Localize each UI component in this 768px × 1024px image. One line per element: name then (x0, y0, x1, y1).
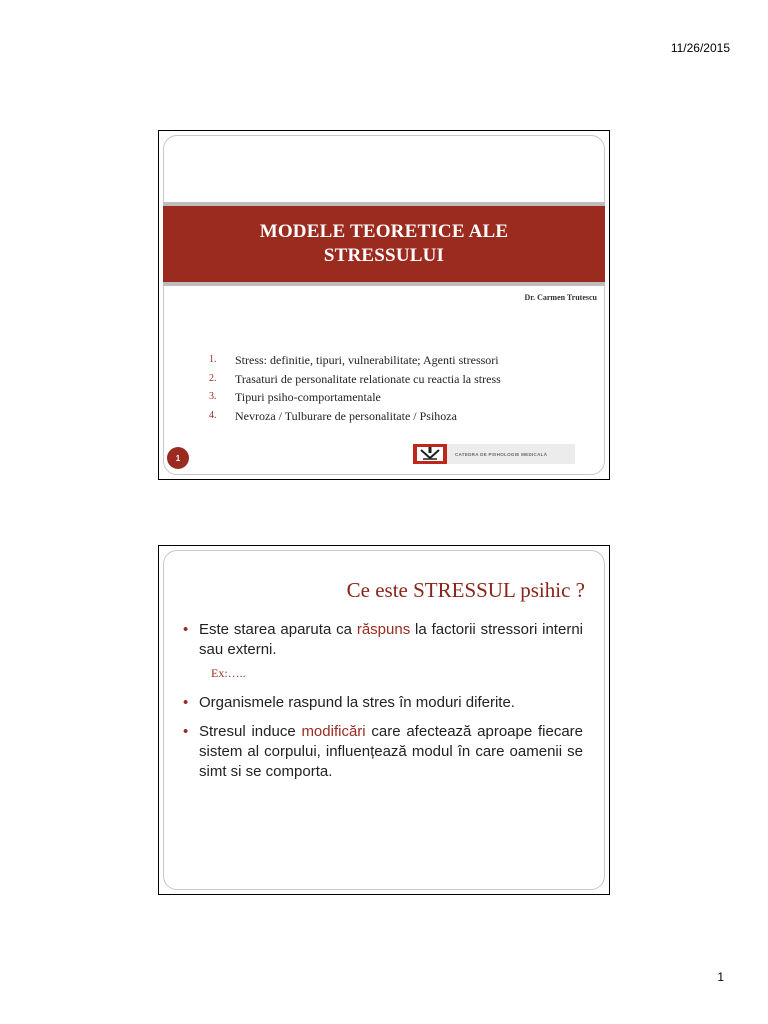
topic-text: Stress: definitie, tipuri, vulnerabilitate; Agenti stressori (235, 353, 499, 367)
example-text: Ex:….. (211, 666, 246, 680)
department-logo-text: CATEDRA DE PSIHOLOGIE MEDICALĂ (455, 451, 548, 457)
slide-title: Ce este STRESSUL psihic ? (346, 578, 585, 602)
page-number: 1 (717, 970, 724, 984)
topic-text: Trasaturi de personalitate relationate cu reactia la stress (235, 371, 501, 386)
slide-title-line-1: MODELE TEORETICE ALE (259, 221, 509, 242)
bullet-text: Organismele raspund la stres în moduri diferite. (199, 694, 515, 711)
highlighted-term: răspuns (356, 621, 411, 638)
topic-item (209, 388, 501, 407)
topic-item (209, 407, 501, 426)
bullet-item (181, 620, 583, 660)
topic-number: 1. (209, 354, 217, 365)
bullet-text: Stresul induce (199, 723, 302, 740)
highlighted-term: modificări (301, 723, 366, 740)
topic-item (209, 351, 501, 370)
topics-list (209, 351, 501, 425)
page-date: 11/26/2015 (670, 41, 730, 55)
slide-2 (158, 545, 610, 895)
topic-number: 2. (209, 372, 217, 384)
title-band (163, 206, 605, 282)
bullet-item (181, 722, 583, 782)
title-band-bottom-stripe (163, 282, 605, 286)
topic-number: 4. (209, 409, 217, 421)
bullet-item (181, 693, 583, 713)
author-name: Dr. Carmen Trutescu (524, 293, 597, 302)
department-logo-icon (413, 444, 447, 464)
slide-title-line-2: STRESSULUI (323, 245, 445, 266)
bullet-text: Este starea aparuta ca (199, 621, 357, 638)
bullet-text: la factorii stressori interni sau externi. (199, 621, 583, 658)
department-logo (413, 444, 575, 464)
slide-number-badge: 1 (167, 447, 189, 469)
topic-text: Tipuri psiho-comportamentale (235, 390, 381, 404)
bullet-list (181, 620, 583, 791)
bullet-text: care afectează aproape fiecare sistem al corpului, influențează modul în care oamenii se simt si se comporta. (199, 723, 583, 780)
topic-number: 3. (209, 391, 217, 402)
topic-item (209, 370, 501, 389)
slide-1 (158, 130, 610, 480)
topic-text: Nevroza / Tulburare de personalitate / Psihoza (235, 408, 457, 423)
